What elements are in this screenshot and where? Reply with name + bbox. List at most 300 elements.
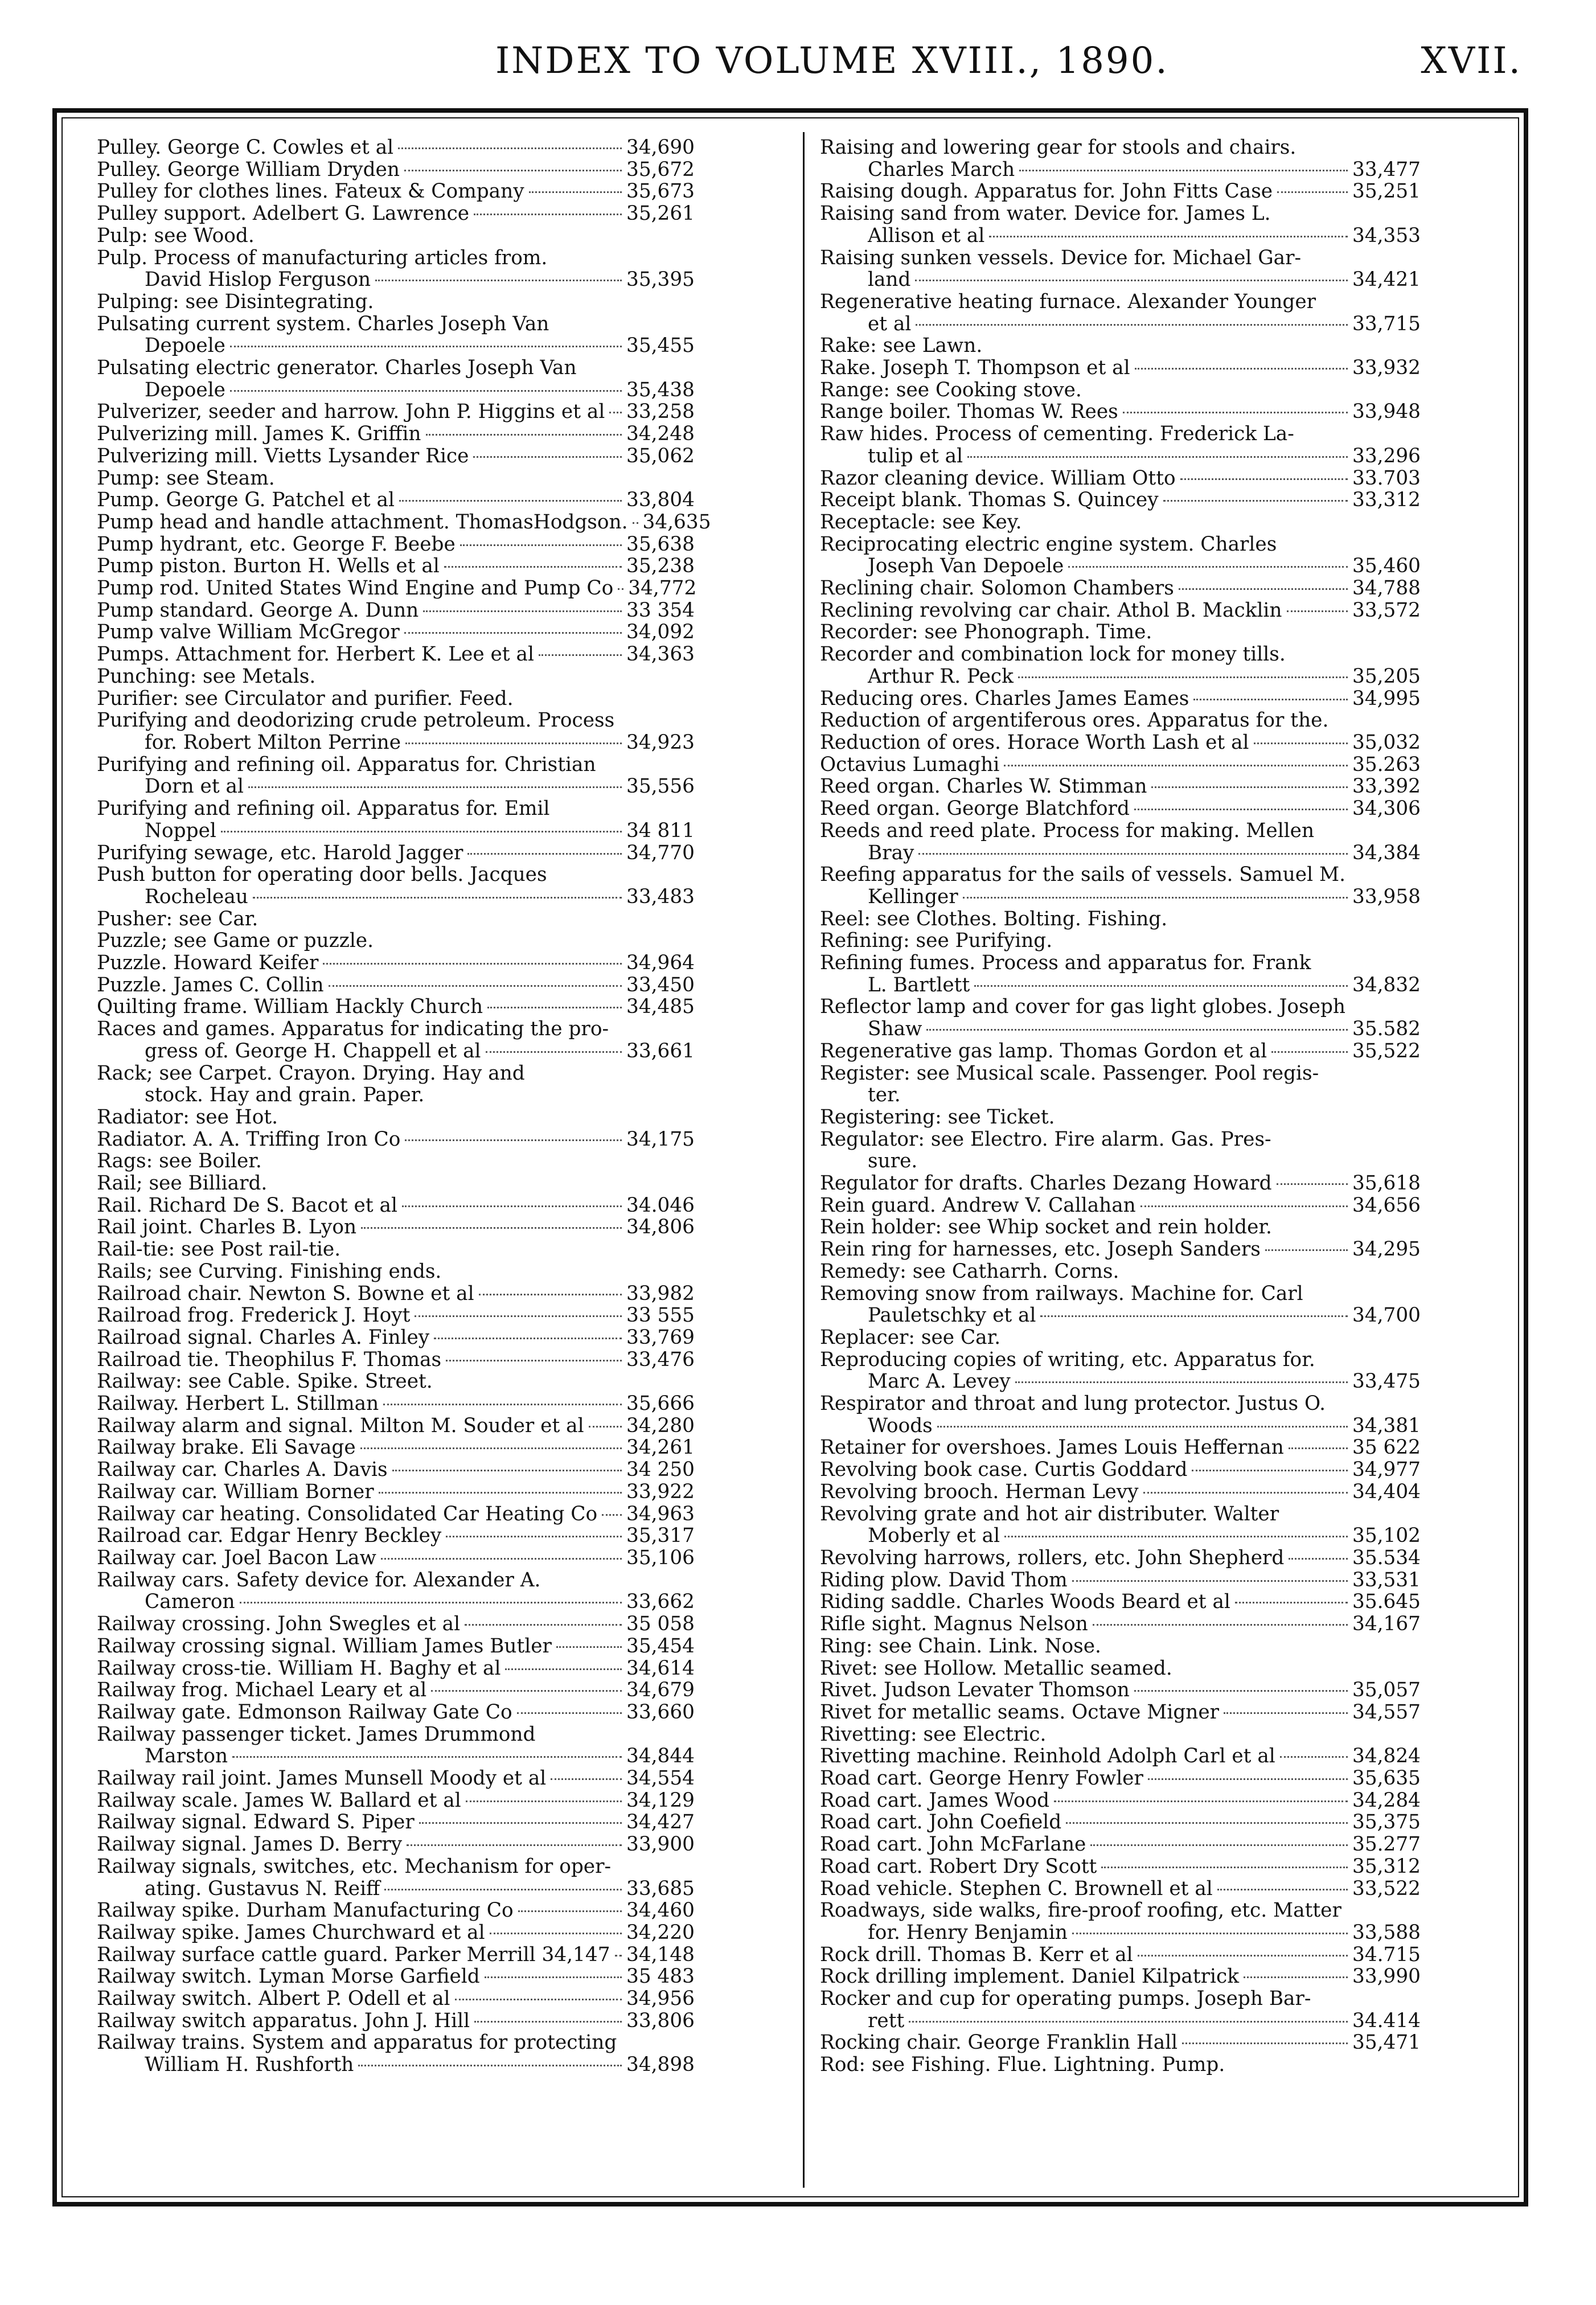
entry-text: Radiator. A. A. Triffing Iron Co [97, 1127, 401, 1151]
entry-text: Purifying and deodorizing crude petroleum. Process [97, 709, 615, 732]
index-entry-row [820, 1834, 1421, 1856]
index-entry [97, 1349, 695, 1371]
patent-number: 33,588 [1352, 1921, 1421, 1944]
dot-leader [1090, 1844, 1348, 1846]
entry-text: Pulverizing mill. Vietts Lysander Rice [97, 444, 469, 467]
index-entry [820, 776, 1421, 798]
entry-text: Quilting frame. William Hackly Church [97, 995, 483, 1019]
entry-text: Road cart. John McFarlane [820, 1833, 1086, 1856]
index-entry-row [97, 1393, 695, 1415]
patent-number: 34,656 [1352, 1193, 1421, 1217]
entry-text: Bray [868, 841, 914, 864]
patent-number: 35,375 [1352, 1811, 1421, 1834]
index-entry-row [820, 1767, 1421, 1790]
entry-text: Charles March [868, 158, 1015, 181]
entry-text: Woods [868, 1414, 933, 1437]
index-entry [820, 1811, 1421, 1834]
dot-leader [407, 1844, 622, 1846]
dot-leader [230, 390, 622, 392]
patent-number: 35,106 [626, 1547, 695, 1569]
entry-text: Railway: see Cable. Spike. Street. [97, 1370, 433, 1393]
patent-number: 35,522 [1352, 1039, 1421, 1063]
entry-text: Raising sunken vessels. Device for. Michael Gar- [820, 246, 1302, 269]
index-entry [97, 1988, 695, 2010]
patent-number: 33,804 [626, 489, 695, 512]
index-entry-row [97, 1767, 695, 1790]
index-entry [820, 1459, 1421, 1481]
patent-number: 34,844 [626, 1745, 695, 1768]
index-entry [97, 489, 695, 511]
index-entry [97, 864, 695, 908]
entry-text: Rifle sight. Magnus Nelson [820, 1613, 1088, 1636]
index-entry-row [820, 1701, 1421, 1724]
dot-leader [1004, 765, 1348, 766]
index-entry-row [97, 1701, 695, 1724]
index-entry-row [97, 1283, 695, 1305]
index-entry-row [97, 1547, 695, 1569]
patent-number: 35,312 [1352, 1855, 1421, 1878]
patent-number: 35,438 [626, 378, 695, 401]
patent-number: 33,948 [1352, 400, 1421, 424]
index-entry-row [97, 1988, 695, 2010]
entry-text: Pulverizing mill. James K. Griffin [97, 423, 421, 446]
index-entry [820, 1613, 1421, 1635]
dot-leader [474, 2021, 622, 2023]
dot-leader [479, 1294, 622, 1295]
index-entry [820, 291, 1421, 335]
dot-leader [615, 1955, 622, 1957]
index-entry-row [820, 1415, 1421, 1437]
index-entry [820, 1658, 1421, 1680]
entry-text: gress of. George H. Chappell et al [145, 1039, 481, 1063]
entry-text: tulip et al [868, 444, 963, 467]
index-entry-row [97, 1591, 695, 1613]
entry-text: Railway switch. Lyman Morse Garfield [97, 1965, 480, 1988]
index-entry [97, 401, 695, 423]
entry-text: Road cart. James Wood [820, 1789, 1050, 1812]
index-entry [820, 1569, 1421, 1592]
entry-text: Reciprocating electric engine system. Charles [820, 532, 1277, 556]
index-entry [820, 709, 1421, 732]
index-entry [820, 1172, 1421, 1195]
patent-number: 34,923 [626, 731, 695, 754]
page-number: XVII. [1421, 40, 1522, 82]
entry-text: Rein guard. Andrew V. Callahan [820, 1193, 1136, 1217]
entry-text: Road cart. John Coefield [820, 1811, 1062, 1834]
index-entry-row [97, 137, 695, 159]
index-entry-row [820, 754, 1421, 776]
patent-number: 33,900 [626, 1833, 695, 1856]
patent-number: 35,471 [1352, 2031, 1421, 2054]
entry-text: Reel: see Clothes. Bolting. Fishing. [820, 907, 1168, 930]
dot-leader [1019, 170, 1348, 171]
patent-number: 34,220 [626, 1921, 695, 1944]
entry-text: Rivet for metallic seams. Octave Migner [820, 1700, 1220, 1724]
index-entry [820, 1129, 1421, 1172]
index-entry [97, 1834, 695, 1856]
entry-text: Pump head and handle attachment. ThomasHodgson. [97, 510, 628, 534]
index-entry-row [820, 688, 1421, 710]
dot-leader [230, 346, 622, 347]
index-entry [820, 1349, 1421, 1393]
index-entry [97, 1900, 695, 1922]
index-entry-row [820, 467, 1421, 490]
dot-leader [405, 1139, 622, 1141]
index-entry-row [97, 445, 695, 467]
entry-text: Depoele [145, 334, 225, 358]
patent-number: 35,556 [626, 775, 695, 798]
patent-number: 34,421 [1352, 268, 1421, 292]
index-entry-row [820, 666, 1421, 688]
index-entry [820, 1966, 1421, 1988]
index-entry [97, 1944, 695, 1966]
entry-text: Pump: see Steam. [97, 466, 275, 490]
patent-number: 35,454 [626, 1634, 695, 1658]
index-entry [97, 291, 695, 313]
patent-number: 35,673 [626, 180, 695, 203]
index-entry-row [820, 732, 1421, 754]
entry-text: Railway car. William Borner [97, 1480, 374, 1503]
entry-text: Railway signal. James D. Berry [97, 1833, 403, 1856]
index-entry-row [97, 952, 695, 974]
index-entry [97, 1701, 695, 1724]
patent-number: 34 811 [626, 819, 695, 842]
entry-text: Reed organ. Charles W. Stimman [820, 775, 1147, 798]
patent-number: 35,635 [1352, 1767, 1421, 1790]
index-entry [97, 798, 695, 842]
patent-number: 34,635 [642, 510, 711, 534]
patent-number: 35 483 [626, 1965, 695, 1988]
entry-text: Rail; see Billiard. [97, 1172, 268, 1195]
patent-number: 35,666 [626, 1392, 695, 1416]
index-entry [97, 445, 695, 467]
patent-number: 33,522 [1352, 1877, 1421, 1900]
entry-text: Railway brake. Eli Savage [97, 1436, 356, 1459]
patent-number: 34,772 [628, 577, 697, 600]
dot-leader [384, 1889, 622, 1890]
index-entry [820, 1063, 1421, 1106]
entry-text: Rocker and cup for operating pumps. Joseph Bar- [820, 1987, 1311, 2011]
entry-text: Cameron [145, 1590, 235, 1614]
entry-text: for. Robert Milton Perrine [145, 731, 401, 754]
patent-number: 34,700 [1352, 1304, 1421, 1327]
index-entry-row [97, 1745, 695, 1767]
index-entry [97, 621, 695, 643]
dot-leader [1054, 1800, 1348, 1802]
entry-text: Dorn et al [145, 775, 244, 798]
dot-leader [1040, 1315, 1348, 1317]
patent-number: 35,251 [1352, 180, 1421, 203]
patent-number: 34,977 [1352, 1458, 1421, 1482]
dot-leader [473, 456, 622, 458]
dot-leader [253, 897, 622, 899]
patent-number: 34,363 [626, 643, 695, 666]
index-entry-row [820, 1525, 1421, 1547]
entry-text: Reflector lamp and cover for gas light globes. Joseph [820, 995, 1346, 1019]
patent-number: 34,381 [1352, 1414, 1421, 1437]
entry-text: Reduction of ores. Horace Worth Lash et al [820, 731, 1249, 754]
index-entry [820, 1261, 1421, 1283]
patent-number: 34,261 [626, 1436, 695, 1459]
patent-number: 33,296 [1352, 444, 1421, 467]
index-entry-row [97, 820, 695, 842]
index-entry-row [820, 842, 1421, 864]
index-entry [97, 643, 695, 666]
entry-text: Depoele [145, 378, 225, 401]
patent-number: 33,715 [1352, 312, 1421, 335]
patent-number: 35 622 [1352, 1436, 1421, 1459]
index-entry-row [820, 225, 1421, 247]
entry-text: Rocheleau [145, 885, 248, 908]
index-entry [97, 1635, 695, 1658]
index-entry [97, 952, 695, 974]
dot-leader [486, 1051, 622, 1053]
index-entry-row [820, 2010, 1421, 2032]
dot-leader [1235, 1602, 1348, 1603]
index-entry [97, 534, 695, 556]
entry-text: Pulp: see Wood. [97, 224, 255, 247]
entry-text: Railway car heating. Consolidated Car Heating Co [97, 1502, 598, 1525]
dot-leader [926, 1029, 1348, 1031]
index-entry-row [820, 159, 1421, 181]
entry-text: Raising dough. Apparatus for. John Fitts Case [820, 180, 1273, 203]
index-entry-row [97, 489, 695, 511]
dot-leader [434, 1338, 622, 1339]
patent-number: 35,460 [1352, 555, 1421, 578]
dot-leader [1138, 1955, 1348, 1957]
index-entry [820, 600, 1421, 622]
index-entry [97, 908, 695, 930]
entry-text: Pump hydrant, etc. George F. Beebe [97, 532, 456, 556]
patent-number: 35,638 [626, 532, 695, 556]
entry-text: David Hislop Ferguson [145, 268, 371, 292]
index-entry [820, 1878, 1421, 1900]
entry-text: Pulsating electric generator. Charles Joseph Van [97, 356, 577, 380]
entry-text: Rein ring for harnesses, etc. Joseph Sanders [820, 1238, 1261, 1261]
dot-leader [539, 654, 622, 656]
patent-number: 35 058 [626, 1613, 695, 1636]
entry-text: Push button for operating door bells. Jacques [97, 863, 547, 887]
dot-leader [1244, 1976, 1348, 1978]
dot-leader [556, 1646, 622, 1648]
dot-leader [589, 1426, 622, 1428]
index-entry [97, 1195, 695, 1217]
dot-leader [505, 1668, 622, 1670]
index-entry [820, 1393, 1421, 1437]
entry-text: rett [868, 2009, 905, 2032]
index-entry-row [820, 1790, 1421, 1812]
index-entry [97, 555, 695, 577]
index-entry [820, 423, 1421, 467]
patent-number: 34,788 [1352, 577, 1421, 600]
index-entry-row [97, 1481, 695, 1503]
entry-text: Respirator and throat and lung protector. Justus O. [820, 1392, 1326, 1416]
index-entry-row [97, 510, 711, 534]
dot-leader [358, 2065, 622, 2066]
entry-text: Purifying sewage, etc. Harold Jagger [97, 841, 463, 864]
entry-text: Allison et al [868, 224, 985, 247]
index-entry [97, 1415, 695, 1437]
entry-text: Reeds and reed plate. Process for making. Mellen [820, 819, 1315, 842]
entry-text: Kellinger [868, 885, 958, 908]
entry-text: Railway switch apparatus. John J. Hill [97, 2009, 470, 2032]
index-entry [97, 1658, 695, 1680]
index-entry [97, 1371, 695, 1393]
index-entry [820, 1547, 1421, 1569]
entry-text: Rod: see Fishing. Flue. Lightning. Pump. [820, 2053, 1225, 2077]
dot-leader [529, 191, 622, 193]
index-entry-row [97, 269, 695, 291]
index-entry-row [97, 1305, 695, 1327]
index-entry [97, 247, 695, 291]
patent-number: 35,455 [626, 334, 695, 358]
dot-leader [1277, 1183, 1348, 1185]
index-entry [97, 996, 695, 1018]
index-entry [820, 511, 1421, 534]
index-entry-row [97, 600, 695, 622]
entry-text: Noppel [145, 819, 216, 842]
dot-leader [1072, 1933, 1348, 1934]
patent-number: 34,295 [1352, 1238, 1421, 1261]
dot-leader [381, 1558, 622, 1560]
index-entry [97, 1679, 695, 1701]
entry-text: Punching: see Metals. [97, 665, 316, 688]
index-entry [97, 666, 695, 688]
entry-text: Rake. Joseph T. Thompson et al [820, 356, 1130, 380]
dot-leader [1066, 1822, 1348, 1824]
index-entry [820, 181, 1421, 203]
index-entry [97, 1150, 695, 1172]
patent-number: 34,284 [1352, 1789, 1421, 1812]
entry-text: Rivet. Judson Levater Thomson [820, 1679, 1130, 1702]
entry-text: Rails; see Curving. Finishing ends. [97, 1260, 442, 1283]
dot-leader [918, 853, 1348, 855]
index-entry [97, 181, 695, 203]
index-entry-row [820, 600, 1421, 622]
dot-leader [1135, 368, 1348, 370]
dot-leader [1289, 1447, 1348, 1449]
entry-text: Railway scale. James W. Ballard et al [97, 1789, 461, 1812]
index-entry-row [97, 1811, 695, 1834]
entry-text: Road vehicle. Stephen C. Brownell et al [820, 1877, 1213, 1900]
patent-number: 34,832 [1352, 973, 1421, 996]
dot-leader [490, 1933, 622, 1934]
entry-text: Reduction of argentiferous ores. Apparatus for the. [820, 709, 1329, 732]
patent-number: 34,614 [626, 1656, 695, 1680]
entry-text: Pumps. Attachment for. Herbert K. Lee et al [97, 643, 534, 666]
index-entry [820, 1790, 1421, 1812]
index-entry-row [820, 1745, 1421, 1767]
dot-leader [633, 522, 638, 524]
index-entry [97, 1811, 695, 1834]
patent-number: 34,353 [1352, 224, 1421, 247]
entry-text: Pulping: see Disintegrating. [97, 290, 374, 313]
dot-leader [404, 632, 622, 634]
index-entry [97, 1216, 695, 1238]
index-entry-row [97, 2010, 695, 2032]
patent-number: 35,238 [626, 555, 695, 578]
index-entry [97, 842, 695, 864]
dot-leader [1289, 1558, 1348, 1560]
index-entry [97, 1437, 695, 1459]
dot-leader [618, 588, 623, 590]
index-entry [820, 1834, 1421, 1856]
entry-text: Arthur R. Peck [868, 665, 1014, 688]
entry-text: Rake: see Lawn. [820, 334, 983, 358]
patent-number: 33,483 [626, 885, 695, 908]
patent-number: 33,958 [1352, 885, 1421, 908]
patent-number: 34,129 [626, 1789, 695, 1812]
patent-number: 33,476 [626, 1348, 695, 1371]
patent-number: 33,572 [1352, 598, 1421, 622]
index-entry-row [97, 335, 695, 357]
index-entry-row [97, 643, 695, 666]
index-entry [820, 930, 1421, 952]
entry-text: Moberly et al [868, 1524, 1000, 1548]
index-entry [820, 401, 1421, 423]
index-entry-row [97, 1944, 695, 1966]
index-entry [820, 1591, 1421, 1613]
entry-text: Rivetting machine. Reinhold Adolph Carl et al [820, 1745, 1275, 1768]
entry-text: Recorder: see Phonograph. Time. [820, 621, 1152, 644]
dot-leader [609, 412, 622, 413]
entry-text: Rack; see Carpet. Crayon. Drying. Hay and [97, 1061, 525, 1085]
entry-text: Marston [145, 1745, 228, 1768]
index-entry-row [97, 1503, 695, 1525]
patent-number: 34,690 [626, 136, 695, 159]
index-title: INDEX TO VOLUME XVIII., 1890. [495, 40, 1169, 82]
index-entry-row [820, 401, 1421, 423]
index-entry [97, 225, 695, 247]
dot-leader [444, 566, 622, 568]
entry-text: ating. Gustavus N. Reiff [145, 1877, 380, 1900]
index-entry-row [820, 1613, 1421, 1635]
dot-leader [248, 786, 622, 788]
index-entry-row [820, 1591, 1421, 1613]
index-entry [820, 1900, 1421, 1943]
patent-number: 34,148 [626, 1943, 695, 1966]
entry-text: Railway spike. Durham Manufacturing Co [97, 1899, 514, 1922]
index-entry-row [820, 577, 1421, 600]
dot-leader [967, 456, 1348, 458]
index-entry-row [97, 1040, 695, 1063]
patent-number: 34,679 [626, 1679, 695, 1702]
entry-text: Puzzle; see Game or puzzle. [97, 929, 374, 953]
index-entry [820, 754, 1421, 776]
index-entry [97, 709, 695, 753]
entry-text: Joseph Van Depoele [868, 555, 1064, 578]
entry-text: Rail-tie: see Post rail-tie. [97, 1238, 341, 1261]
index-entry [97, 1018, 695, 1062]
dot-leader [1140, 1205, 1348, 1207]
patent-number: 35,672 [626, 158, 695, 181]
index-entry-row [97, 1658, 695, 1680]
index-entry [97, 423, 695, 445]
entry-text: Refining: see Purifying. [820, 929, 1053, 953]
index-entry [820, 1040, 1421, 1063]
entry-text: Regulator for drafts. Charles Dezang Howard [820, 1172, 1272, 1195]
index-entry-row [820, 1922, 1421, 1944]
patent-number: 33,258 [626, 400, 695, 424]
dot-leader [1068, 566, 1348, 568]
index-entry-row [820, 1238, 1421, 1261]
patent-number: 33.703 [1352, 466, 1421, 490]
patent-number: 34,963 [626, 1502, 695, 1525]
dot-leader [602, 1514, 622, 1516]
index-entry [97, 1724, 695, 1767]
index-entry-row [820, 1811, 1421, 1834]
index-entry [820, 688, 1421, 710]
